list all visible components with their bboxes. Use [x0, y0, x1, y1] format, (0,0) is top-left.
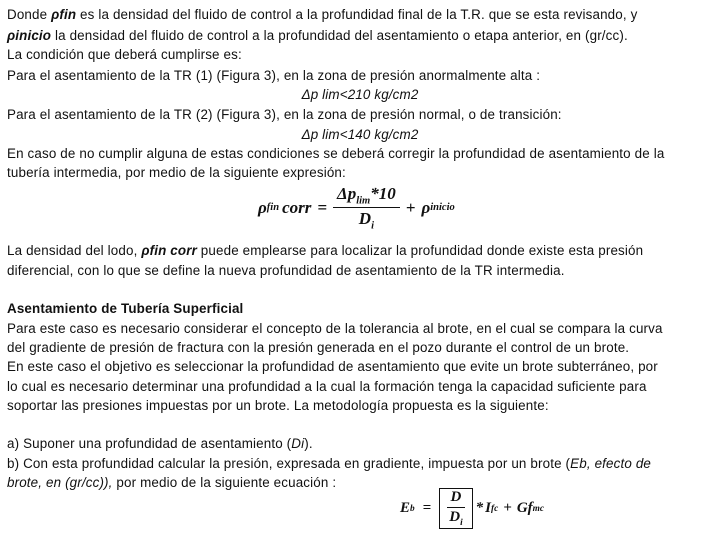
section-heading: Asentamiento de Tubería Superficial	[7, 301, 244, 316]
paragraph-line: ρinicio la densidad del fluido de control a la profundidad del asentamiento o etapa anterior, en (gr/cc).	[7, 28, 628, 43]
condition-line: Δp lim<210 kg/cm2	[301, 87, 419, 102]
paragraph-line: En caso de no cumplir alguna de estas condiciones se deberá corregir la profundidad de asentamiento de la	[7, 146, 665, 161]
paragraph-line: diferencial, con lo que se define la nueva profundidad de asentamiento de la TR intermedia.	[7, 263, 565, 278]
paragraph-line: Para este caso es necesario considerar el concepto de la tolerancia al brote, en el cual se compara la curva	[7, 321, 663, 336]
paragraph-line: del gradiente de presión de fractura con la presión generada en el pozo durante el control de un brote.	[7, 340, 630, 355]
step-b-continued: brote, en (gr/cc)), por medio de la siguiente ecuación :	[7, 475, 337, 490]
equation-fraction: $\frac{\Delta p_{lim}*10}{D_i}$	[333, 184, 400, 232]
equation-fraction: $\frac{D}{D_i}$	[445, 489, 466, 528]
paragraph-line: soportar las presiones impuestas por un brote. La metodología propuesta es la siguiente:	[7, 398, 549, 413]
step-a: a) Suponer una profundidad de asentamiento (Di).	[7, 436, 313, 451]
rho-inicio-term: ρinicio	[7, 28, 52, 43]
paragraph-line: La condición que deberá cumplirse es:	[7, 47, 242, 62]
rho-fin-corr-term: ρfin corr	[141, 243, 197, 258]
paragraph-line: tubería intermedia, por medio de la siguiente expresión:	[7, 165, 346, 180]
condition-line: Δp lim<140 kg/cm2	[301, 127, 419, 142]
paragraph-line: La densidad del lodo, ρfin corr puede emplearse para localizar la profundidad donde existe esta presión	[7, 243, 644, 258]
step-b: b) Con esta profundidad calcular la presión, expresada en gradiente, impuesta por un brote (Eb, efecto de	[7, 456, 652, 471]
equation-eb: E b = $\frac{D}{D_i}$ * I fc + Gf mc	[400, 489, 544, 528]
paragraph-line: Donde ρfin es la densidad del fluido de control a la profundidad final de la T.R. que se esta revisando, y	[7, 7, 638, 22]
equation-bracket	[439, 488, 472, 529]
equation-rho-fin-corr: ρ fin corr = $\frac{\Delta p_{lim}*10}{D_i}$ + ρ inicio	[258, 184, 455, 232]
paragraph-line: En este caso el objetivo es seleccionar la profundidad de asentamiento que evite un brote subterráneo, por	[7, 359, 658, 374]
paragraph-line: Para el asentamiento de la TR (2) (Figura 3), en la zona de presión normal, o de transición:	[7, 107, 562, 122]
paragraph-line: lo cual es necesario determinar una profundidad a la cual la formación tenga la capacidad suficiente para	[7, 379, 647, 394]
paragraph-line: Para el asentamiento de la TR (1) (Figura 3), en la zona de presión anormalmente alta :	[7, 68, 541, 83]
rho-fin-term: ρfin	[51, 7, 77, 22]
